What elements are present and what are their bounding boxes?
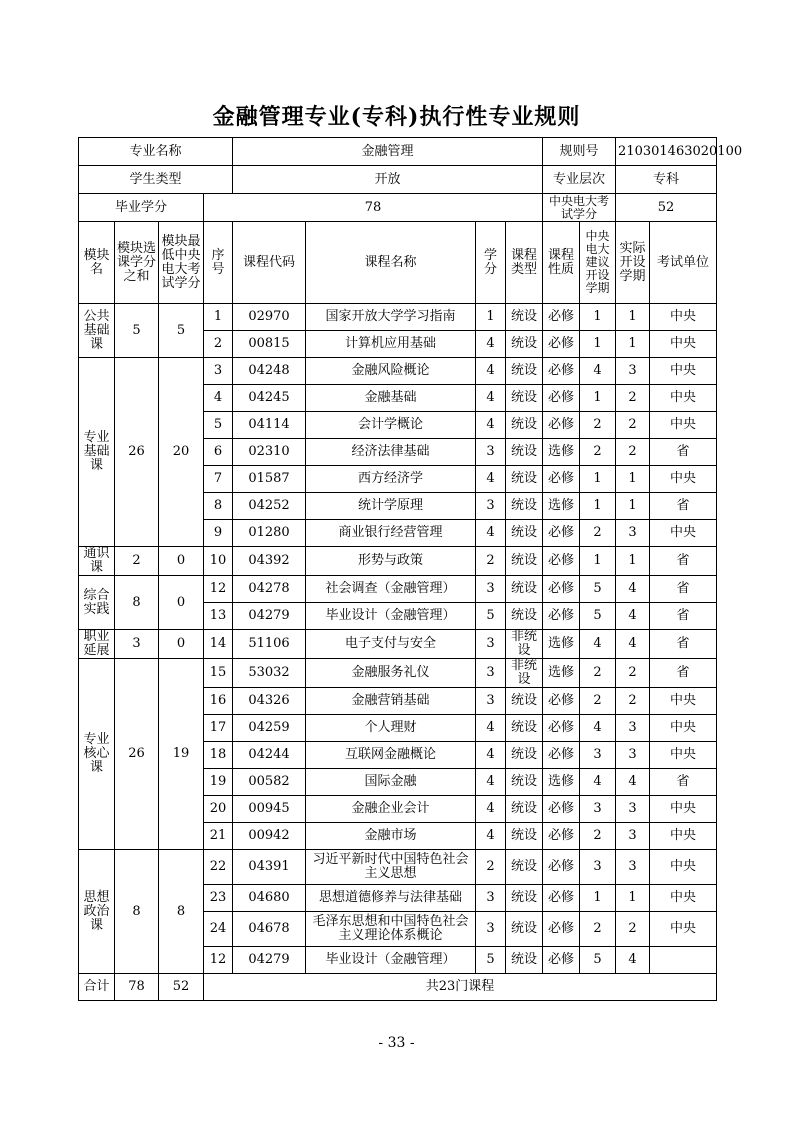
course-nature: 必修 bbox=[543, 715, 580, 742]
course-nature: 必修 bbox=[543, 304, 580, 331]
course-nature: 必修 bbox=[543, 947, 580, 974]
table-header-row bbox=[79, 222, 717, 304]
grad-credits-label: 毕业学分 bbox=[79, 194, 204, 222]
course-code: 04680 bbox=[233, 885, 306, 912]
course-code: 04244 bbox=[233, 742, 306, 769]
course-exam-unit: 省 bbox=[650, 493, 717, 520]
course-seq: 9 bbox=[204, 520, 233, 547]
course-plan-term: 2 bbox=[580, 912, 616, 947]
course-actual-term: 1 bbox=[616, 493, 650, 520]
course-exam-unit: 中央 bbox=[650, 385, 717, 412]
course-nature: 选修 bbox=[543, 439, 580, 466]
course-exam-unit: 中央 bbox=[650, 304, 717, 331]
course-plan-term: 1 bbox=[580, 466, 616, 493]
course-code: 04259 bbox=[233, 715, 306, 742]
course-nature: 必修 bbox=[543, 885, 580, 912]
table-row bbox=[79, 547, 717, 576]
header-actual-term: 实际开设学期 bbox=[616, 222, 650, 304]
course-name: 个人理财 bbox=[306, 715, 476, 742]
course-actual-term: 3 bbox=[616, 520, 650, 547]
course-nature: 必修 bbox=[543, 466, 580, 493]
header-module-min: 模块最低中央电大考试学分 bbox=[159, 222, 204, 304]
course-name: 商业银行经营管理 bbox=[306, 520, 476, 547]
course-nature: 必修 bbox=[543, 796, 580, 823]
course-type: 统设 bbox=[506, 331, 543, 358]
course-plan-term: 1 bbox=[580, 547, 616, 576]
course-code: 04326 bbox=[233, 688, 306, 715]
course-credit: 3 bbox=[476, 659, 506, 688]
module-sum: 5 bbox=[115, 304, 159, 358]
course-credit: 4 bbox=[476, 331, 506, 358]
course-credit: 4 bbox=[476, 358, 506, 385]
module-min: 8 bbox=[159, 850, 204, 974]
course-code: 04114 bbox=[233, 412, 306, 439]
course-plan-term: 2 bbox=[580, 412, 616, 439]
module-sum: 26 bbox=[115, 358, 159, 547]
course-code: 04248 bbox=[233, 358, 306, 385]
course-name: 思想道德修养与法律基础 bbox=[306, 885, 476, 912]
course-nature: 必修 bbox=[543, 385, 580, 412]
course-exam-unit: 中央 bbox=[650, 796, 717, 823]
course-actual-term: 2 bbox=[616, 912, 650, 947]
course-nature: 选修 bbox=[543, 630, 580, 659]
course-name: 社会调查（金融管理） bbox=[306, 576, 476, 603]
total-label: 合计 bbox=[79, 974, 115, 1001]
course-seq: 15 bbox=[204, 659, 233, 688]
course-type: 统设 bbox=[506, 576, 543, 603]
total-sum: 78 bbox=[115, 974, 159, 1001]
course-name: 毕业设计（金融管理） bbox=[306, 947, 476, 974]
course-seq: 18 bbox=[204, 742, 233, 769]
course-type: 统设 bbox=[506, 466, 543, 493]
course-actual-term: 1 bbox=[616, 885, 650, 912]
course-type: 统设 bbox=[506, 603, 543, 630]
course-seq: 16 bbox=[204, 688, 233, 715]
course-code: 04391 bbox=[233, 850, 306, 885]
course-seq: 23 bbox=[204, 885, 233, 912]
course-nature: 必修 bbox=[543, 547, 580, 576]
course-seq: 12 bbox=[204, 947, 233, 974]
course-nature: 必修 bbox=[543, 603, 580, 630]
total-note: 共23门课程 bbox=[204, 974, 717, 1001]
course-credit: 4 bbox=[476, 796, 506, 823]
course-credit: 1 bbox=[476, 304, 506, 331]
course-credit: 5 bbox=[476, 947, 506, 974]
course-exam-unit: 中央 bbox=[650, 331, 717, 358]
course-actual-term: 4 bbox=[616, 947, 650, 974]
module-min: 0 bbox=[159, 547, 204, 576]
course-credit: 4 bbox=[476, 520, 506, 547]
course-actual-term: 4 bbox=[616, 603, 650, 630]
course-code: 02310 bbox=[233, 439, 306, 466]
course-plan-term: 2 bbox=[580, 659, 616, 688]
course-exam-unit: 中央 bbox=[650, 715, 717, 742]
course-nature: 必修 bbox=[543, 688, 580, 715]
course-exam-unit: 省 bbox=[650, 576, 717, 603]
course-plan-term: 2 bbox=[580, 439, 616, 466]
module-sum: 26 bbox=[115, 659, 159, 850]
course-name: 金融风险概论 bbox=[306, 358, 476, 385]
course-exam-unit: 省 bbox=[650, 769, 717, 796]
major-name-label: 专业名称 bbox=[79, 138, 233, 166]
course-type: 统设 bbox=[506, 493, 543, 520]
page-title: 金融管理专业(专科)执行性专业规则 bbox=[212, 104, 581, 130]
course-plan-term: 5 bbox=[580, 603, 616, 630]
course-nature: 选修 bbox=[543, 493, 580, 520]
course-type: 统设 bbox=[506, 547, 543, 576]
course-exam-unit: 中央 bbox=[650, 742, 717, 769]
course-exam-unit: 中央 bbox=[650, 912, 717, 947]
course-credit: 2 bbox=[476, 850, 506, 885]
course-exam-unit: 省 bbox=[650, 547, 717, 576]
student-type-label: 学生类型 bbox=[79, 166, 233, 194]
course-credit: 4 bbox=[476, 412, 506, 439]
course-plan-term: 2 bbox=[580, 520, 616, 547]
course-seq: 8 bbox=[204, 493, 233, 520]
module-name: 专业基础课 bbox=[79, 358, 115, 547]
course-credit: 4 bbox=[476, 715, 506, 742]
course-plan-term: 3 bbox=[580, 742, 616, 769]
course-type: 统设 bbox=[506, 912, 543, 947]
course-credit: 3 bbox=[476, 576, 506, 603]
course-code: 04279 bbox=[233, 947, 306, 974]
course-seq: 17 bbox=[204, 715, 233, 742]
course-nature: 选修 bbox=[543, 659, 580, 688]
header-module-sum: 模块选课学分之和 bbox=[115, 222, 159, 304]
course-plan-term: 3 bbox=[580, 850, 616, 885]
course-exam-unit: 省 bbox=[650, 659, 717, 688]
course-name: 电子支付与安全 bbox=[306, 630, 476, 659]
course-seq: 14 bbox=[204, 630, 233, 659]
course-credit: 3 bbox=[476, 912, 506, 947]
table-row bbox=[79, 630, 717, 659]
course-code: 51106 bbox=[233, 630, 306, 659]
course-actual-term: 1 bbox=[616, 331, 650, 358]
course-nature: 必修 bbox=[543, 520, 580, 547]
course-credit: 4 bbox=[476, 742, 506, 769]
course-actual-term: 1 bbox=[616, 304, 650, 331]
total-row bbox=[79, 974, 717, 1001]
course-seq: 5 bbox=[204, 412, 233, 439]
course-name: 国家开放大学学习指南 bbox=[306, 304, 476, 331]
course-plan-term: 1 bbox=[580, 885, 616, 912]
course-seq: 12 bbox=[204, 576, 233, 603]
course-exam-unit: 中央 bbox=[650, 520, 717, 547]
course-name: 统计学原理 bbox=[306, 493, 476, 520]
course-type: 统设 bbox=[506, 688, 543, 715]
course-actual-term: 3 bbox=[616, 742, 650, 769]
header-credit: 学分 bbox=[476, 222, 506, 304]
module-min: 0 bbox=[159, 630, 204, 659]
grad-credits-value: 78 bbox=[204, 194, 543, 222]
course-nature: 必修 bbox=[543, 576, 580, 603]
course-exam-unit: 省 bbox=[650, 603, 717, 630]
course-code: 00945 bbox=[233, 796, 306, 823]
course-nature: 必修 bbox=[543, 742, 580, 769]
course-plan-term: 4 bbox=[580, 358, 616, 385]
module-min: 0 bbox=[159, 576, 204, 630]
module-name: 职业延展 bbox=[79, 630, 115, 659]
course-code: 04252 bbox=[233, 493, 306, 520]
header-nature: 课程性质 bbox=[543, 222, 580, 304]
course-seq: 2 bbox=[204, 331, 233, 358]
course-seq: 10 bbox=[204, 547, 233, 576]
course-credit: 3 bbox=[476, 630, 506, 659]
course-name: 金融服务礼仪 bbox=[306, 659, 476, 688]
module-name: 综合实践 bbox=[79, 576, 115, 630]
course-code: 04279 bbox=[233, 603, 306, 630]
course-plan-term: 1 bbox=[580, 493, 616, 520]
course-exam-unit: 中央 bbox=[650, 885, 717, 912]
header-code: 课程代码 bbox=[233, 222, 306, 304]
course-plan-term: 4 bbox=[580, 715, 616, 742]
course-code: 01280 bbox=[233, 520, 306, 547]
course-seq: 22 bbox=[204, 850, 233, 885]
course-exam-unit bbox=[650, 947, 717, 974]
course-plan-term: 1 bbox=[580, 304, 616, 331]
course-nature: 必修 bbox=[543, 358, 580, 385]
course-seq: 21 bbox=[204, 823, 233, 850]
course-type: 统设 bbox=[506, 742, 543, 769]
course-exam-unit: 中央 bbox=[650, 823, 717, 850]
course-plan-term: 1 bbox=[580, 385, 616, 412]
course-type: 统设 bbox=[506, 412, 543, 439]
course-exam-unit: 中央 bbox=[650, 412, 717, 439]
rule-no-label: 规则号 bbox=[543, 138, 616, 166]
course-actual-term: 4 bbox=[616, 630, 650, 659]
course-credit: 4 bbox=[476, 769, 506, 796]
course-credit: 3 bbox=[476, 885, 506, 912]
course-credit: 3 bbox=[476, 688, 506, 715]
course-actual-term: 3 bbox=[616, 358, 650, 385]
module-sum: 8 bbox=[115, 850, 159, 974]
course-name: 国际金融 bbox=[306, 769, 476, 796]
course-plan-term: 2 bbox=[580, 823, 616, 850]
central-exam-credits-value: 52 bbox=[616, 194, 717, 222]
course-name: 金融市场 bbox=[306, 823, 476, 850]
course-code: 53032 bbox=[233, 659, 306, 688]
course-code: 02970 bbox=[233, 304, 306, 331]
course-actual-term: 2 bbox=[616, 412, 650, 439]
course-rows bbox=[79, 304, 717, 974]
course-exam-unit: 省 bbox=[650, 630, 717, 659]
course-nature: 选修 bbox=[543, 769, 580, 796]
course-credit: 2 bbox=[476, 547, 506, 576]
level-label: 专业层次 bbox=[543, 166, 616, 194]
rule-no-value: 210301463020100 bbox=[616, 138, 717, 166]
course-actual-term: 4 bbox=[616, 769, 650, 796]
course-code: 04245 bbox=[233, 385, 306, 412]
major-rule-table bbox=[78, 137, 743, 1001]
course-code: 04678 bbox=[233, 912, 306, 947]
header-plan-term: 中央电大建议开设学期 bbox=[580, 222, 616, 304]
course-plan-term: 4 bbox=[580, 769, 616, 796]
course-code: 00942 bbox=[233, 823, 306, 850]
course-actual-term: 3 bbox=[616, 823, 650, 850]
course-nature: 必修 bbox=[543, 850, 580, 885]
course-actual-term: 2 bbox=[616, 659, 650, 688]
course-type: 统设 bbox=[506, 304, 543, 331]
course-exam-unit: 中央 bbox=[650, 850, 717, 885]
course-seq: 24 bbox=[204, 912, 233, 947]
course-code: 00582 bbox=[233, 769, 306, 796]
module-sum: 2 bbox=[115, 547, 159, 576]
course-name: 经济法律基础 bbox=[306, 439, 476, 466]
page-number: - 33 - bbox=[378, 1035, 415, 1051]
info-row-type bbox=[79, 166, 717, 194]
course-type: 非统设 bbox=[506, 630, 543, 659]
course-type: 统设 bbox=[506, 385, 543, 412]
level-value: 专科 bbox=[616, 166, 717, 194]
course-seq: 7 bbox=[204, 466, 233, 493]
table-row bbox=[79, 576, 717, 603]
course-nature: 必修 bbox=[543, 412, 580, 439]
header-exam-unit: 考试单位 bbox=[650, 222, 717, 304]
table-row bbox=[79, 659, 717, 688]
central-exam-credits-label: 中央电大考试学分 bbox=[543, 194, 616, 222]
course-credit: 4 bbox=[476, 823, 506, 850]
course-seq: 19 bbox=[204, 769, 233, 796]
course-type: 统设 bbox=[506, 885, 543, 912]
course-name: 毛泽东思想和中国特色社会主义理论体系概论 bbox=[306, 912, 476, 947]
course-plan-term: 5 bbox=[580, 947, 616, 974]
module-min: 19 bbox=[159, 659, 204, 850]
course-actual-term: 3 bbox=[616, 850, 650, 885]
course-actual-term: 4 bbox=[616, 576, 650, 603]
course-nature: 必修 bbox=[543, 823, 580, 850]
course-code: 00815 bbox=[233, 331, 306, 358]
course-credit: 5 bbox=[476, 603, 506, 630]
module-name: 专业核心课 bbox=[79, 659, 115, 850]
course-exam-unit: 中央 bbox=[650, 358, 717, 385]
module-min: 20 bbox=[159, 358, 204, 547]
course-code: 04392 bbox=[233, 547, 306, 576]
course-name: 形势与政策 bbox=[306, 547, 476, 576]
table-row bbox=[79, 304, 717, 331]
course-credit: 3 bbox=[476, 493, 506, 520]
course-seq: 4 bbox=[204, 385, 233, 412]
course-seq: 13 bbox=[204, 603, 233, 630]
course-name: 金融基础 bbox=[306, 385, 476, 412]
student-type-value: 开放 bbox=[233, 166, 543, 194]
course-plan-term: 2 bbox=[580, 688, 616, 715]
course-credit: 3 bbox=[476, 439, 506, 466]
course-seq: 6 bbox=[204, 439, 233, 466]
course-exam-unit: 省 bbox=[650, 439, 717, 466]
course-credit: 4 bbox=[476, 466, 506, 493]
course-credit: 4 bbox=[476, 385, 506, 412]
header-name: 课程名称 bbox=[306, 222, 476, 304]
course-actual-term: 3 bbox=[616, 796, 650, 823]
course-name: 金融企业会计 bbox=[306, 796, 476, 823]
course-name: 会计学概论 bbox=[306, 412, 476, 439]
course-name: 计算机应用基础 bbox=[306, 331, 476, 358]
table-row bbox=[79, 358, 717, 385]
course-nature: 必修 bbox=[543, 331, 580, 358]
course-type: 统设 bbox=[506, 439, 543, 466]
course-plan-term: 3 bbox=[580, 796, 616, 823]
course-nature: 必修 bbox=[543, 912, 580, 947]
course-name: 互联网金融概论 bbox=[306, 742, 476, 769]
course-name: 金融营销基础 bbox=[306, 688, 476, 715]
course-type: 非统设 bbox=[506, 659, 543, 688]
course-code: 04278 bbox=[233, 576, 306, 603]
header-module: 模块名 bbox=[79, 222, 115, 304]
course-actual-term: 3 bbox=[616, 715, 650, 742]
course-type: 统设 bbox=[506, 850, 543, 885]
total-min: 52 bbox=[159, 974, 204, 1001]
course-actual-term: 2 bbox=[616, 385, 650, 412]
major-name-value: 金融管理 bbox=[233, 138, 543, 166]
course-actual-term: 2 bbox=[616, 439, 650, 466]
module-sum: 8 bbox=[115, 576, 159, 630]
header-seq: 序号 bbox=[204, 222, 233, 304]
course-name: 毕业设计（金融管理） bbox=[306, 603, 476, 630]
table-row bbox=[79, 850, 717, 885]
header-type: 课程类型 bbox=[506, 222, 543, 304]
course-seq: 3 bbox=[204, 358, 233, 385]
course-exam-unit: 中央 bbox=[650, 466, 717, 493]
module-min: 5 bbox=[159, 304, 204, 358]
module-name: 思想政治课 bbox=[79, 850, 115, 974]
course-exam-unit: 中央 bbox=[650, 688, 717, 715]
course-code: 01587 bbox=[233, 466, 306, 493]
course-name: 习近平新时代中国特色社会主义思想 bbox=[306, 850, 476, 885]
course-type: 统设 bbox=[506, 823, 543, 850]
course-plan-term: 5 bbox=[580, 576, 616, 603]
course-actual-term: 2 bbox=[616, 688, 650, 715]
course-name: 西方经济学 bbox=[306, 466, 476, 493]
course-type: 统设 bbox=[506, 769, 543, 796]
course-type: 统设 bbox=[506, 947, 543, 974]
course-plan-term: 4 bbox=[580, 630, 616, 659]
course-type: 统设 bbox=[506, 796, 543, 823]
info-row-major bbox=[79, 138, 717, 166]
course-actual-term: 1 bbox=[616, 466, 650, 493]
module-sum: 3 bbox=[115, 630, 159, 659]
course-seq: 20 bbox=[204, 796, 233, 823]
course-type: 统设 bbox=[506, 520, 543, 547]
course-seq: 1 bbox=[204, 304, 233, 331]
course-plan-term: 1 bbox=[580, 331, 616, 358]
module-name: 公共基础课 bbox=[79, 304, 115, 358]
course-actual-term: 1 bbox=[616, 547, 650, 576]
module-name: 通识课 bbox=[79, 547, 115, 576]
course-type: 统设 bbox=[506, 715, 543, 742]
info-row-credits bbox=[79, 194, 717, 222]
course-type: 统设 bbox=[506, 358, 543, 385]
